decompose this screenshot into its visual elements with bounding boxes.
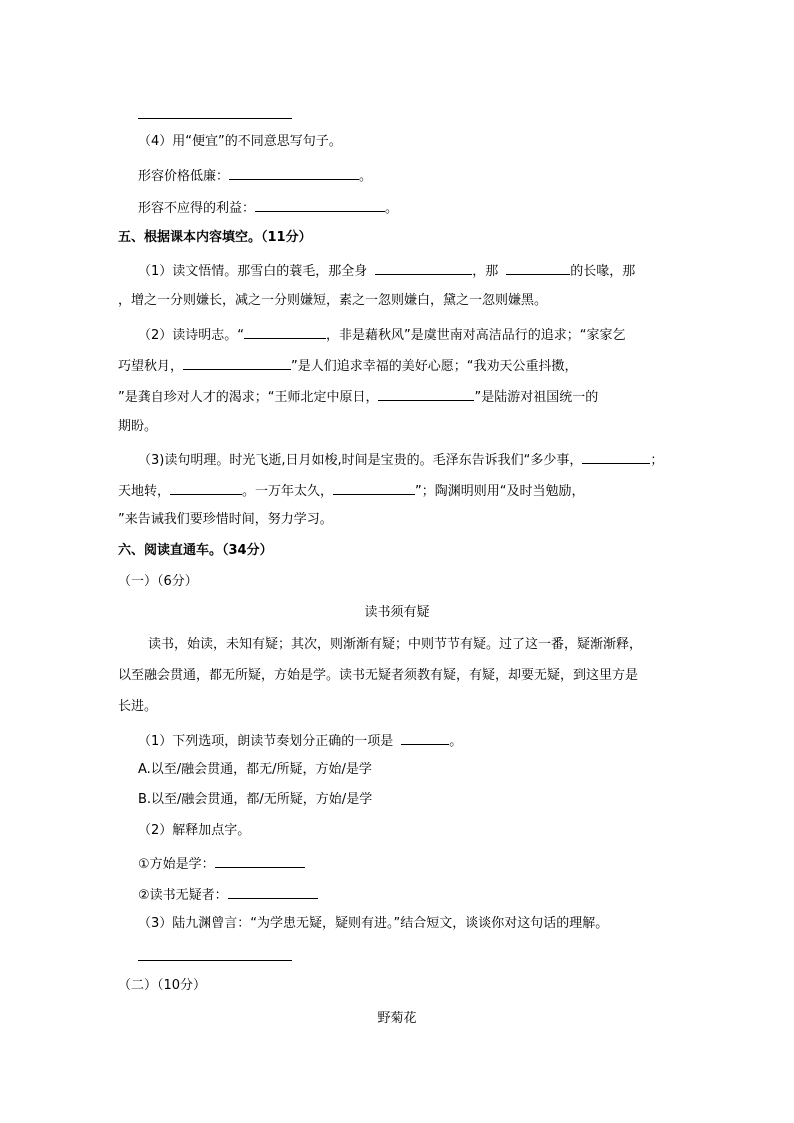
answer-blank[interactable] xyxy=(582,449,650,464)
section-5-item-3-line-3: ”来告诫我们要珍惜时间，努力学习。 xyxy=(118,512,333,527)
answer-blank[interactable] xyxy=(228,884,318,899)
passage-2-title: 野菊花 xyxy=(377,1011,417,1026)
question-4-prompt: （4）用“便宜”的不同意思写句子。 xyxy=(138,134,342,149)
section-5-item-3-line-2: 天地转， 。一万年太久， ”；陶渊明则用“及时当勉励， xyxy=(118,480,585,501)
answer-blank[interactable] xyxy=(506,260,570,275)
section-5-item-3-line-1: （3)读句明理。时光飞逝,日月如梭,时间是宝贵的。毛泽东告诉我们“多少事， ； xyxy=(138,449,663,470)
answer-blank[interactable] xyxy=(255,197,385,212)
section-6-part-2-label: （二）（10分） xyxy=(118,978,207,993)
answer-blank[interactable] xyxy=(215,853,305,868)
section-5-item-2-line-1: （2）读诗明志。“ ，非是藉秋风”是虞世南对高洁品行的追求；“家家乞 xyxy=(138,324,626,345)
answer-blank[interactable] xyxy=(170,480,242,495)
passage-line-2: 以至融会贯通，都无所疑，方始是学。读书无疑者须教有疑，有疑，却要无疑，到这里方是 xyxy=(118,668,639,683)
reading-question-2-item-1: ①方始是学： xyxy=(138,853,305,874)
answer-blank[interactable] xyxy=(333,480,415,495)
answer-line[interactable] xyxy=(138,118,292,119)
reading-question-1: （1）下列选项，朗读节奏划分正确的一项是 。 xyxy=(138,730,462,751)
passage-line-3: 长进。 xyxy=(118,699,158,714)
reading-question-2-item-2: ②读书无疑者： xyxy=(138,884,318,905)
passage-title: 读书须有疑 xyxy=(364,605,430,620)
answer-blank[interactable] xyxy=(244,324,326,339)
question-4-line-a: 形容价格低廉： 。 xyxy=(138,165,372,186)
option-b[interactable]: B.以至/融会贯通，都/无所疑，方始/是学 xyxy=(138,792,373,807)
answer-blank[interactable] xyxy=(375,260,472,275)
section-5-item-2-line-4: 期盼。 xyxy=(118,419,158,434)
reading-question-2: （2）解释加点字。 xyxy=(138,823,251,838)
option-a[interactable]: A.以至/融会贯通，都无/所疑，方始/是学 xyxy=(138,762,372,777)
section-5-heading: 五、根据课本内容填空。（11分） xyxy=(118,230,312,245)
answer-blank[interactable] xyxy=(401,730,449,745)
answer-line[interactable] xyxy=(138,960,292,961)
answer-blank[interactable] xyxy=(378,386,474,401)
answer-blank[interactable] xyxy=(183,355,291,370)
passage-line-1: 读书，始读，未知有疑；其次，则渐渐有疑；中则节节有疑。过了这一番，疑渐渐释， xyxy=(148,637,643,652)
section-5-item-1-line-2: ，增之一分则嫌长，减之一分则嫌短，素之一忽则嫌白，黛之一忽则嫌黑。 xyxy=(118,293,548,308)
section-5-item-2-line-3: ”是龚自珍对人才的渴求；“王师北定中原日， ”是陆游对祖国统一的 xyxy=(118,386,598,407)
section-5-item-2-line-2: 巧望秋月， ”是人们追求幸福的美好心愿；“我劝天公重抖擞， xyxy=(118,355,578,376)
reading-question-3: （3）陆九渊曾言：“为学患无疑，疑则有进。”结合短文，谈谈你对这句话的理解。 xyxy=(138,916,609,931)
section-6-part-1-label: （一）（6分） xyxy=(118,574,198,589)
section-6-heading: 六、阅读直通车。（34分） xyxy=(118,543,273,558)
section-5-item-1-line-1: （1）读文悟情。那雪白的蓑毛，那全身 ，那 的长喙，那 xyxy=(138,260,635,281)
answer-blank[interactable] xyxy=(229,165,359,180)
question-4-line-b: 形容不应得的利益： 。 xyxy=(138,197,398,218)
